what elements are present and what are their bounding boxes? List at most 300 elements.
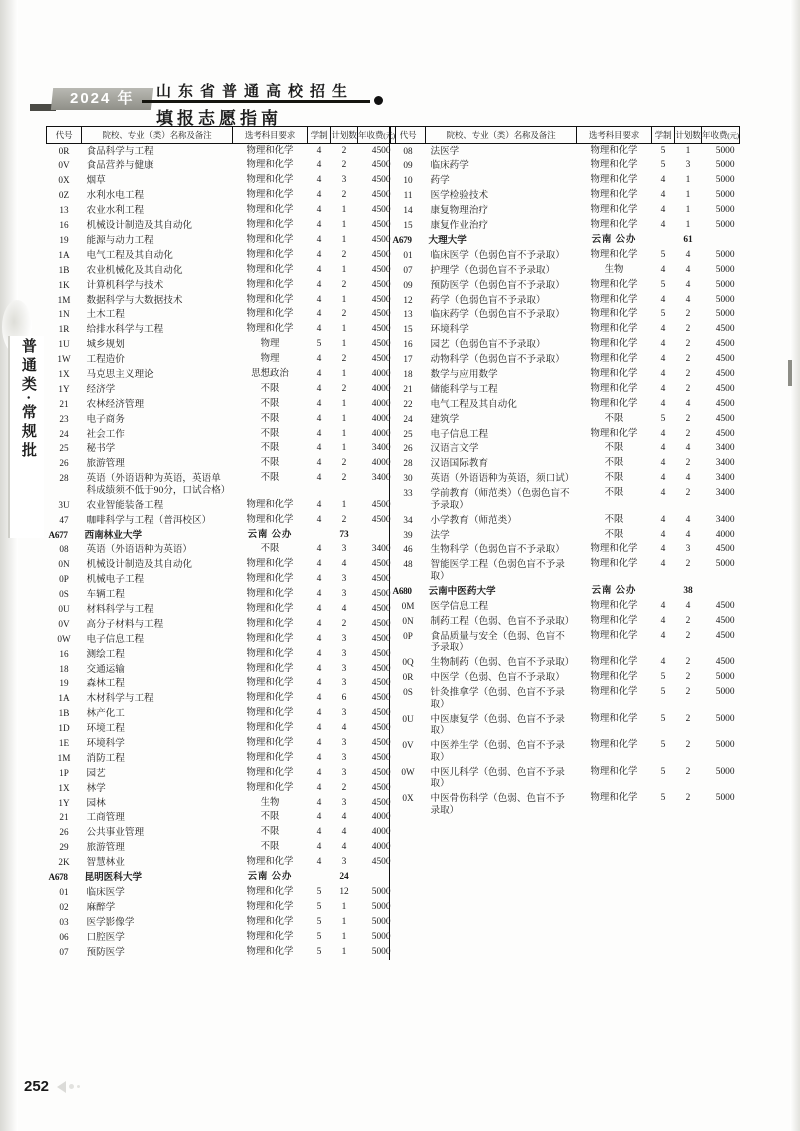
cell-years: 4 — [660, 544, 666, 555]
cell-plan: 2 — [341, 618, 347, 629]
cell-name: 智能医学工程（色弱色盲不予录取） — [430, 559, 565, 583]
cell-name: 农业水利工程 — [86, 205, 145, 217]
masthead-title-main: 填报志愿指南 — [156, 109, 282, 128]
header-subject: 选考科目要求 — [577, 127, 652, 144]
major-row[interactable] — [47, 263, 396, 278]
cell-years: 4 — [316, 368, 322, 379]
table-header-row — [47, 127, 396, 144]
cell-years: 4 — [316, 428, 322, 439]
major-row[interactable] — [47, 412, 396, 427]
cell-subject: 物理和化学 — [590, 368, 638, 379]
cell-name: 电子商务 — [86, 413, 125, 425]
major-row[interactable] — [391, 543, 740, 558]
cell-plan: 2 — [685, 383, 691, 394]
major-row[interactable] — [47, 144, 396, 159]
major-row[interactable] — [47, 352, 396, 367]
cell-plan: 3 — [341, 544, 347, 555]
cell-subject: 物理和化学 — [246, 145, 294, 156]
cell-plan: 2 — [685, 672, 691, 683]
major-row[interactable] — [47, 513, 396, 528]
header-plan: 计划数 — [331, 127, 358, 144]
major-row[interactable] — [391, 263, 740, 278]
major-row[interactable] — [47, 278, 396, 293]
major-row[interactable] — [47, 159, 396, 174]
cell-plan: 2 — [685, 428, 691, 439]
cell-code: 1N — [58, 309, 70, 320]
cell-plan: 4 — [685, 443, 691, 454]
cell-fee: 4500 — [371, 618, 391, 629]
cell-subject: 不限 — [260, 544, 280, 555]
cell-plan: 1 — [685, 145, 691, 156]
cell-subject: 物理和化学 — [246, 234, 294, 245]
cell-fee: 4500 — [715, 339, 735, 350]
cell-years: 4 — [316, 249, 322, 260]
major-row[interactable] — [47, 174, 396, 189]
cell-code: 0S — [59, 589, 69, 600]
major-row[interactable] — [47, 796, 396, 811]
cell-subject: 不限 — [604, 529, 624, 540]
cell-plan: 4 — [341, 842, 347, 853]
school-row[interactable] — [391, 233, 740, 248]
school-row[interactable] — [47, 870, 396, 885]
cell-name: 医学检验技术 — [430, 190, 489, 202]
major-row[interactable] — [391, 248, 740, 263]
cell-subject: 物理和化学 — [246, 249, 294, 260]
cell-plan: 3 — [341, 648, 347, 659]
cell-plan: 1 — [341, 443, 347, 454]
major-row[interactable] — [47, 457, 396, 472]
cell-fee: 4500 — [371, 499, 391, 510]
cell-years: 4 — [316, 544, 322, 555]
cell-subject: 物理 — [260, 354, 280, 365]
cell-years: 4 — [316, 443, 322, 454]
cell-fee: 4500 — [371, 175, 391, 186]
cell-code: 1A — [58, 249, 70, 260]
cell-years: 5 — [316, 886, 322, 897]
cell-name: 环境科学 — [86, 738, 125, 750]
major-row[interactable] — [391, 513, 740, 528]
cell-subject: 不限 — [260, 443, 280, 454]
major-row[interactable] — [47, 722, 396, 737]
major-row[interactable] — [391, 144, 740, 159]
major-row[interactable] — [47, 885, 396, 900]
cell-code: 21 — [59, 812, 69, 823]
cell-code: 0U — [58, 604, 70, 615]
school-row[interactable] — [47, 528, 396, 543]
cell-fee: 4500 — [371, 782, 391, 793]
cell-fee: 5000 — [371, 901, 391, 912]
cell-subject: 物理和化学 — [590, 324, 638, 335]
major-row[interactable] — [47, 472, 396, 499]
cell-name: 公共事业管理 — [86, 827, 145, 839]
cell-subject: 不限 — [260, 413, 280, 424]
cell-subject: 物理 — [260, 339, 280, 350]
cell-plan: 3 — [685, 160, 691, 171]
major-row[interactable] — [391, 656, 740, 671]
major-row[interactable] — [47, 293, 396, 308]
cell-name: 马克思主义理论 — [86, 368, 154, 380]
cell-name: 环境科学 — [430, 324, 469, 336]
major-row[interactable] — [47, 811, 396, 826]
cell-fee: 5000 — [715, 294, 735, 305]
cell-plan: 2 — [685, 309, 691, 320]
cell-years: 4 — [660, 630, 666, 641]
cell-plan: 3 — [341, 797, 347, 808]
header-plan: 计划数 — [675, 127, 702, 144]
major-row[interactable] — [391, 486, 740, 513]
cell-code: 18 — [59, 663, 69, 674]
major-row[interactable] — [391, 397, 740, 412]
cell-name: 云南中医药大学 — [428, 585, 496, 597]
cell-name: 农业机械化及其自动化 — [86, 264, 183, 276]
cell-subject: 物理和化学 — [590, 672, 638, 683]
cell-fee: 4500 — [371, 738, 391, 749]
major-row[interactable] — [47, 900, 396, 915]
cell-plan: 4 — [685, 398, 691, 409]
cell-fee: 3400 — [715, 514, 735, 525]
cell-code: 22 — [403, 398, 413, 409]
cell-code: 1U — [58, 339, 70, 350]
cell-subject: 物理和化学 — [590, 145, 638, 156]
cell-code: 33 — [403, 488, 413, 499]
cell-name: 昆明医科大学 — [84, 872, 143, 884]
cell-name: 生物制药（色弱、色盲不予录取） — [430, 657, 575, 669]
major-row[interactable] — [47, 367, 396, 382]
major-row[interactable] — [391, 558, 740, 585]
cell-subject: 物理和化学 — [246, 279, 294, 290]
cell-code: 0V — [58, 160, 70, 171]
cell-name: 土木工程 — [86, 309, 125, 321]
major-row[interactable] — [391, 442, 740, 457]
major-row[interactable] — [47, 736, 396, 751]
major-row[interactable] — [47, 692, 396, 707]
cell-fee: 4500 — [715, 354, 735, 365]
cell-name: 园艺（色弱色盲不予录取） — [430, 339, 546, 351]
cell-fee: 5000 — [371, 916, 391, 927]
major-row[interactable] — [47, 930, 396, 945]
cell-code: 08 — [59, 544, 69, 555]
cell-subject: 物理和化学 — [246, 901, 294, 912]
listing-table-left — [46, 126, 396, 960]
major-row[interactable] — [391, 352, 740, 367]
major-row[interactable] — [391, 599, 740, 614]
cell-code: 0N — [58, 559, 70, 570]
cell-code: 26 — [59, 458, 69, 469]
cell-years: 4 — [660, 294, 666, 305]
major-row[interactable] — [47, 707, 396, 722]
listing-column-right — [390, 126, 739, 960]
cell-fee: 4500 — [715, 368, 735, 379]
major-row[interactable] — [391, 427, 740, 442]
major-row[interactable] — [47, 945, 396, 960]
header-name: 院校、专业（类）名称及备注 — [82, 127, 233, 144]
major-row[interactable] — [47, 397, 396, 412]
cell-code: 13 — [403, 309, 413, 320]
major-row[interactable] — [47, 218, 396, 233]
cell-plan: 2 — [685, 488, 691, 499]
major-row[interactable] — [47, 647, 396, 662]
cell-fee: 5000 — [715, 205, 735, 216]
major-row[interactable] — [391, 382, 740, 397]
cell-fee: 4500 — [715, 630, 735, 641]
cell-subject: 生物 — [604, 264, 624, 275]
page-footer — [24, 1078, 80, 1095]
cell-name: 测绘工程 — [86, 648, 125, 660]
major-row[interactable] — [391, 293, 740, 308]
cell-subject: 物理和化学 — [590, 559, 638, 570]
cell-years: 4 — [660, 488, 666, 499]
major-row[interactable] — [47, 856, 396, 871]
cell-years: 4 — [660, 220, 666, 231]
cell-code: 34 — [403, 514, 413, 525]
cell-code: 16 — [59, 220, 69, 231]
cell-plan: 1 — [341, 220, 347, 231]
cell-name: 汉语国际教育 — [430, 458, 489, 470]
major-row[interactable] — [391, 278, 740, 293]
cell-code: 1D — [58, 723, 70, 734]
major-row[interactable] — [47, 543, 396, 558]
major-row[interactable] — [391, 472, 740, 487]
major-row[interactable] — [391, 457, 740, 472]
major-row[interactable] — [47, 751, 396, 766]
cell-code: 17 — [403, 354, 413, 365]
cell-code: 01 — [59, 886, 69, 897]
cell-subject: 物理和化学 — [246, 738, 294, 749]
cell-code: 1R — [58, 324, 70, 335]
cell-fee: 5000 — [715, 264, 735, 275]
cell-years: 4 — [316, 473, 322, 484]
cell-name: 法医学 — [430, 145, 460, 157]
cell-name: 计算机科学与技术 — [86, 279, 164, 291]
cell-years: 4 — [316, 175, 322, 186]
cell-name: 西南林业大学 — [84, 529, 143, 541]
cell-fee: 5000 — [715, 559, 735, 570]
cell-fee: 4500 — [371, 354, 391, 365]
cell-code: 39 — [403, 529, 413, 540]
cell-name: 中医骨伤科学（色弱、色盲不予录取） — [430, 793, 565, 817]
masthead-dot — [374, 96, 383, 105]
cell-plan: 2 — [341, 160, 347, 171]
major-row[interactable] — [391, 528, 740, 543]
cell-fee: 4000 — [371, 842, 391, 853]
major-row[interactable] — [47, 588, 396, 603]
cell-name: 临床药学（色弱色盲不予录取） — [430, 309, 565, 321]
major-row[interactable] — [47, 617, 396, 632]
major-row[interactable] — [391, 685, 740, 712]
major-row[interactable] — [47, 558, 396, 573]
major-row[interactable] — [391, 629, 740, 656]
cell-fee: 3400 — [715, 458, 735, 469]
cell-subject: 物理和化学 — [246, 648, 294, 659]
major-row[interactable] — [47, 602, 396, 617]
major-row[interactable] — [391, 765, 740, 792]
cell-subject: 不限 — [260, 383, 280, 394]
major-row[interactable] — [47, 662, 396, 677]
major-row[interactable] — [391, 412, 740, 427]
cell-subject: 物理和化学 — [590, 383, 638, 394]
major-row[interactable] — [47, 826, 396, 841]
cell-plan: 2 — [685, 339, 691, 350]
cell-name: 药学 — [430, 175, 450, 187]
footer-ornament — [57, 1081, 80, 1093]
cell-plan: 2 — [341, 354, 347, 365]
cell-subject: 物理和化学 — [246, 633, 294, 644]
cell-fee: 3400 — [715, 443, 735, 454]
cell-years: 4 — [316, 264, 322, 275]
cell-name: 临床药学 — [430, 160, 469, 172]
major-row[interactable] — [47, 781, 396, 796]
major-row[interactable] — [47, 308, 396, 323]
cell-years: 4 — [316, 604, 322, 615]
cell-subject: 物理和化学 — [246, 857, 294, 868]
cell-years: 5 — [660, 249, 666, 260]
cell-subject: 不限 — [260, 398, 280, 409]
cell-years: 5 — [660, 145, 666, 156]
cell-code: 25 — [403, 428, 413, 439]
cell-code: 21 — [59, 398, 69, 409]
cell-years: 4 — [316, 857, 322, 868]
cell-name: 经济学 — [86, 383, 116, 395]
cell-plan: 4 — [341, 723, 347, 734]
school-row[interactable] — [391, 584, 740, 599]
major-row[interactable] — [391, 739, 740, 766]
cell-fee: 3400 — [715, 488, 735, 499]
cell-years: 4 — [316, 205, 322, 216]
major-row[interactable] — [391, 218, 740, 233]
listing-table-right — [390, 126, 740, 818]
cell-plan: 2 — [341, 514, 347, 525]
cell-years: 4 — [316, 708, 322, 719]
major-row[interactable] — [47, 323, 396, 338]
cell-code: A677 — [48, 529, 68, 540]
major-row[interactable] — [391, 792, 740, 819]
cell-fee: 4500 — [715, 383, 735, 394]
major-row[interactable] — [47, 915, 396, 930]
cell-plan: 1 — [341, 205, 347, 216]
major-row[interactable] — [391, 671, 740, 686]
cell-years: 4 — [316, 827, 322, 838]
cell-subject: 物理和化学 — [590, 793, 638, 804]
cell-fee: 4500 — [715, 413, 735, 424]
cell-fee: 5000 — [715, 672, 735, 683]
major-row[interactable] — [47, 338, 396, 353]
major-row[interactable] — [391, 614, 740, 629]
cell-code: 12 — [403, 294, 413, 305]
major-row[interactable] — [47, 498, 396, 513]
cell-fee: 4500 — [371, 294, 391, 305]
cell-code: 1Y — [58, 797, 70, 808]
cell-subject: 物理和化学 — [590, 615, 638, 626]
cell-years: 5 — [316, 931, 322, 942]
cell-plan: 1 — [341, 368, 347, 379]
major-row[interactable] — [391, 159, 740, 174]
cell-plan: 1 — [341, 946, 347, 957]
major-row[interactable] — [391, 323, 740, 338]
major-row[interactable] — [47, 248, 396, 263]
cell-subject: 物理和化学 — [246, 309, 294, 320]
cell-years: 4 — [316, 398, 322, 409]
cell-code: 1P — [59, 767, 69, 778]
cell-name: 生物科学（色弱色盲不予录取） — [430, 544, 565, 556]
major-row[interactable] — [47, 442, 396, 457]
cell-subject: 物理和化学 — [590, 190, 638, 201]
cell-code: 0Z — [58, 190, 70, 201]
cell-years: 4 — [316, 648, 322, 659]
cell-code: 0Q — [402, 657, 414, 668]
cell-subject: 物理和化学 — [246, 514, 294, 525]
major-row[interactable] — [47, 233, 396, 248]
cell-fee: 4500 — [371, 514, 391, 525]
cell-years: 4 — [316, 797, 322, 808]
cell-name: 机械电子工程 — [86, 574, 145, 586]
major-row[interactable] — [391, 367, 740, 382]
cell-fee: 5000 — [715, 145, 735, 156]
cell-plan: 3 — [341, 574, 347, 585]
major-row[interactable] — [391, 338, 740, 353]
cell-fee: 4500 — [371, 752, 391, 763]
cell-plan: 2 — [341, 782, 347, 793]
major-row[interactable] — [47, 189, 396, 204]
cell-name: 社会工作 — [86, 428, 125, 440]
major-row[interactable] — [47, 841, 396, 856]
cell-fee: 4500 — [371, 708, 391, 719]
cell-subject: 云南 公办 — [591, 585, 637, 596]
major-row[interactable] — [47, 427, 396, 442]
cell-years: 4 — [660, 615, 666, 626]
cell-years: 5 — [660, 686, 666, 697]
major-row[interactable] — [391, 712, 740, 739]
cell-code: 47 — [59, 514, 69, 525]
cell-name: 旅游管理 — [86, 842, 125, 854]
cell-name: 电子信息工程 — [86, 633, 145, 645]
cell-subject: 物理和化学 — [590, 630, 638, 641]
cell-code: 16 — [403, 339, 413, 350]
cell-subject: 物理和化学 — [246, 886, 294, 897]
cell-code: 01 — [403, 249, 413, 260]
cell-name: 木材科学与工程 — [86, 693, 154, 705]
cell-years: 5 — [660, 413, 666, 424]
cell-plan: 2 — [685, 458, 691, 469]
major-row[interactable] — [391, 204, 740, 219]
major-row[interactable] — [47, 204, 396, 219]
major-row[interactable] — [391, 189, 740, 204]
cell-plan: 3 — [341, 678, 347, 689]
masthead — [30, 78, 410, 130]
major-row[interactable] — [47, 766, 396, 781]
cell-fee: 5000 — [715, 740, 735, 751]
cell-subject: 不限 — [260, 458, 280, 469]
cell-years: 4 — [316, 145, 322, 156]
cell-name: 针灸推拿学（色弱、色盲不予录取） — [430, 686, 565, 710]
major-row[interactable] — [391, 308, 740, 323]
major-row[interactable] — [47, 632, 396, 647]
cell-subject: 思想政治 — [251, 368, 289, 379]
cell-code: 13 — [59, 205, 69, 216]
cell-years: 4 — [660, 368, 666, 379]
major-row[interactable] — [47, 573, 396, 588]
cell-plan: 3 — [341, 708, 347, 719]
cell-code: 1K — [58, 279, 70, 290]
header-years: 学制 — [308, 127, 331, 144]
cell-code: A678 — [48, 872, 68, 883]
major-row[interactable] — [391, 174, 740, 189]
major-row[interactable] — [47, 382, 396, 397]
cell-name: 消防工程 — [86, 752, 125, 764]
major-row[interactable] — [47, 677, 396, 692]
cell-fee: 4500 — [715, 324, 735, 335]
cell-name: 医学影像学 — [86, 916, 135, 928]
header-subject: 选考科目要求 — [233, 127, 308, 144]
